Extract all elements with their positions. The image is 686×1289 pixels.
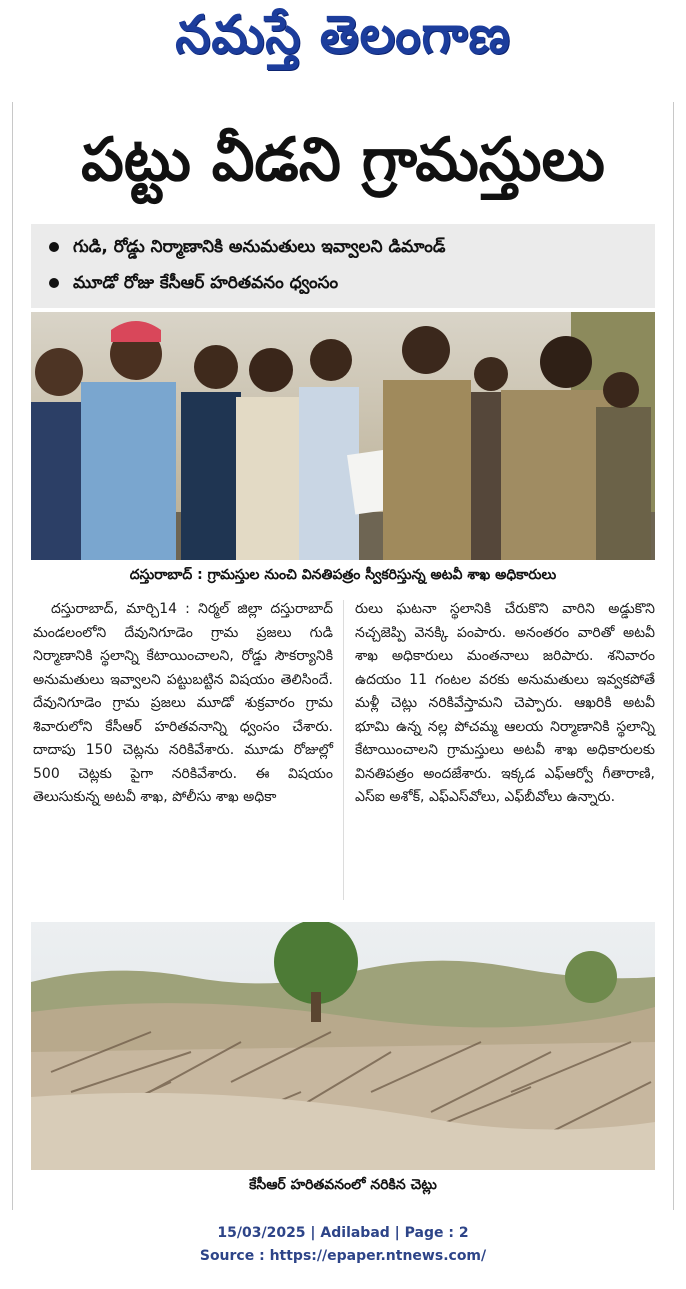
article-body-left — [33, 598, 333, 810]
page-footer — [0, 1222, 686, 1268]
villagers-officials-photo — [31, 312, 655, 560]
photo2-caption: కేసీఆర్‌ హరితవనంలో నరికిన చెట్లు — [249, 1177, 437, 1193]
deck-point-1 — [49, 234, 445, 260]
deck-point-text: గుడి, రోడ్డు నిర్మాణానికి అనుమతులు ఇవ్వాలని డిమాండ్ — [73, 237, 446, 257]
photo1-caption: దస్తురాబాద్‌ : గ్రామస్తుల నుంచి వినతిపత్రం స్వీకరిస్తున్న అటవీ శాఖ అధికారులు — [129, 567, 557, 583]
felled-trees-photo — [31, 922, 655, 1170]
deck-point-2 — [49, 270, 338, 296]
bullet-icon — [49, 278, 59, 288]
masthead — [0, 0, 686, 82]
body-paragraph: దస్తురాబాద్‌, మార్చి14 : నిర్మల్‌ జిల్లా దస్తురాబాద్‌ మండలంలోని దేవునిగూడెం గ్రామ ప్రజలు గుడి నిర్మాణానికి స్థలాన్ని కేటాయించాలని, రోడ్డు సౌకర్యానికి అనుమతులు ఇవ్వాలని పట్టుబట్టిన విషయం తెలిసిందే. దేవునిగూడెం గ్రామ ప్రజలు మూడో శుక్రవారం గ్రామ శివారులోని కేసీఆర్‌ హరితవనాన్ని ధ్వంసం చేశారు. దాదాపు 150 చెట్లను నరికివేశారు. మూడు రోజుల్లో 500 చెట్లకు పైగా నరికివేశారు. ఈ విషయం తెలుసుకున్న అటవీ శాఖ, పోలీసు శాఖ అధికా — [33, 601, 333, 805]
source-link[interactable]: Source : https://epaper.ntnews.com/ — [199, 1248, 487, 1264]
article-body-right — [355, 598, 655, 810]
article-deck — [31, 224, 655, 308]
column-divider — [343, 600, 344, 900]
edition-info: 15/03/2025 | Adilabad | Page : 2 — [217, 1225, 469, 1241]
article-headline: పట్టు వీడని గ్రామస్తులు — [81, 125, 605, 195]
news-article — [12, 102, 674, 1210]
newspaper-logo: నమస్తే తెలంగాణ — [175, 4, 511, 66]
deck-point-text: మూడో రోజు కేసీఆర్‌ హరితవనం ధ్వంసం — [73, 273, 339, 293]
bullet-icon — [49, 242, 59, 252]
body-paragraph: రులు ఘటనా స్థలానికి చేరుకొని వారిని అడ్డుకొని నచ్చజెప్పి వెనక్కి పంపారు. అనంతరం వారితో అటవీ శాఖ అధికారులు మంతనాలు జరిపారు. శనివారం ఉదయం 11 గంటల వరకు అనుమతులు ఇవ్వకపోతే మళ్లీ చెట్లు నరికివేస్తామని చెప్పారు. ఆఖరికి అటవీ భూమి ఉన్న నల్ల పోచమ్మ ఆలయ నిర్మాణానికి స్థలాన్ని కేటాయించాలని గ్రామస్తులు అటవీ శాఖ అధికారులకు వినతిపత్రం అందజేశారు. ఇక్కడ ఎఫ్‌ఆర్వో గీతారాణి, ఎస్‌ఐ అశోక్‌, ఎఫ్‌ఎస్‌వోలు, ఎఫ్‌బీవోలు ఉన్నారు. — [355, 601, 655, 805]
